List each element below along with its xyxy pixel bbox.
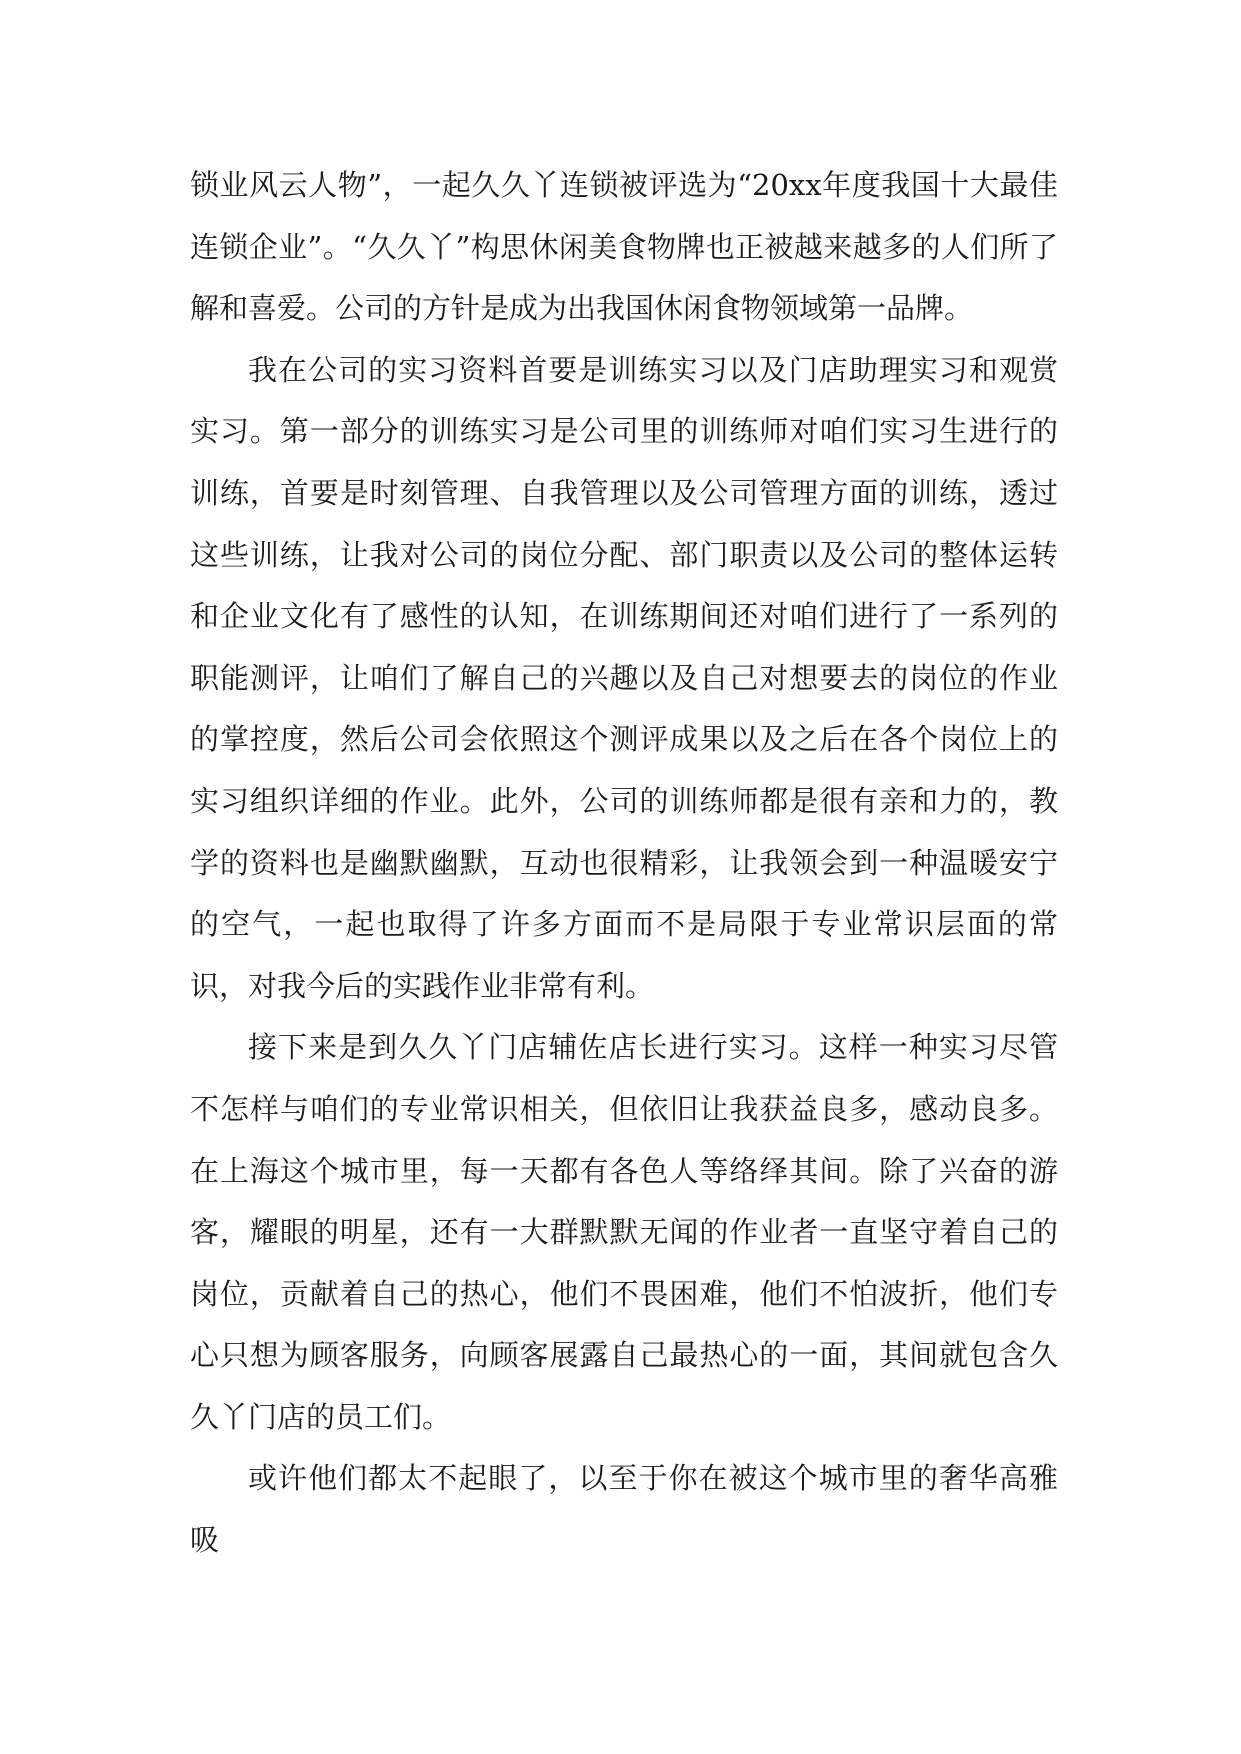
paragraph-3: 接下来是到久久丫门店辅佐店长进行实习。这样一种实习尽管不怎样与咱们的专业常识相关，但依旧让我获益良多，感动良多。在上海这个城市里，每一天都有各色人等络绎其间。除了兴奋的游客，耀眼的明星，还有一大群默默无闻的作业者一直坚守着自己的岗位，贡献着自己的热心，他们不畏困难，他们不怕波折，他们专心只想为顾客服务，向顾客展露自己最热心的一面，其间就包含久久丫门店的员工们。	[190, 1030, 1058, 1434]
paragraph-2: 我在公司的实习资料首要是训练实习以及门店助理实习和观赏实习。第一部分的训练实习是公司里的训练师对咱们实习生进行的训练，首要是时刻管理、自我管理以及公司管理方面的训练，透过这些训练，让我对公司的岗位分配、部门职责以及公司的整体运转和企业文化有了感性的认知，在训练期间还对咱们进行了一系列的职能测评，让咱们了解自己的兴趣以及自己对想要去的岗位的作业的掌控度，然后公司会依照这个测评成果以及之后在各个岗位上的实习组织详细的作业。此外，公司的训练师都是很有亲和力的，教学的资料也是幽默幽默，互动也很精彩，让我领会到一种温暖安宁的空气，一起也取得了许多方面而不是局限于专业常识层面的常识，对我今后的实践作业非常有利。	[190, 352, 1058, 1003]
document-body	[190, 155, 1058, 1572]
paragraph-1: 锁业风云人物”，一起久久丫连锁被评选为“20xx年度我国十大最佳连锁企业”。“久久丫”构思休闲美食物牌也正被越来越多的人们所了解和喜爱。公司的方针是成为出我国休闲食物领域第一品牌。	[190, 168, 1058, 326]
paragraph-4: 或许他们都太不起眼了，以至于你在被这个城市里的奢华高雅吸	[190, 1461, 1058, 1558]
